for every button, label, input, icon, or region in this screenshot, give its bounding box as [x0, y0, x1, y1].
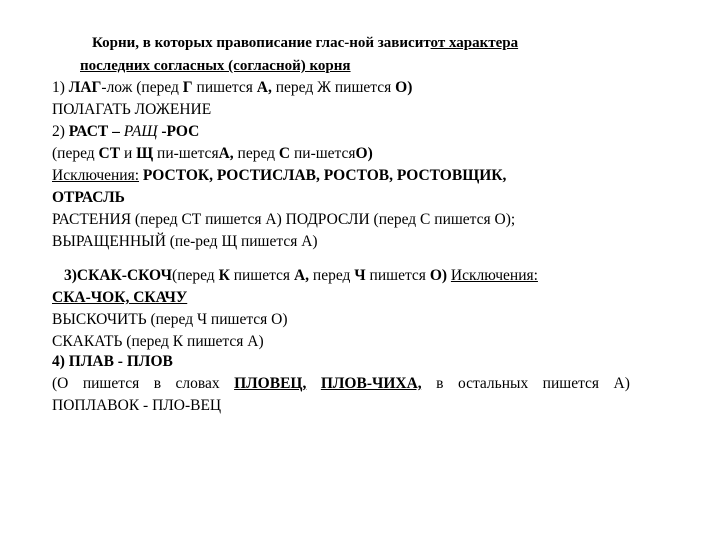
- rast-exceptions-words: РОСТОК, РОСТИСЛАВ, РОСТОВ, РОСТОВЩИК,: [139, 167, 507, 184]
- plav-word-8: остальных: [457, 375, 529, 392]
- rast-rule-line: [52, 144, 373, 164]
- title-part-2: от характера: [430, 35, 519, 51]
- plav-word-1: (О: [52, 375, 69, 392]
- skak-letter-o: О): [429, 267, 448, 284]
- rast-exceptions-line: [52, 166, 506, 186]
- rast-example-2: ВЫРАЩЕННЫЙ (пе-ред Щ пишется А): [52, 233, 318, 250]
- skak-exceptions-label: Исключения:: [450, 267, 538, 284]
- rast-letter-a: А,: [218, 145, 234, 162]
- skak-letter-a: А,: [293, 267, 310, 284]
- skak-text-3: перед: [309, 267, 355, 284]
- rast-text-2: и: [120, 145, 137, 162]
- lag-rule-line: [52, 78, 412, 98]
- rast-letter-o: О): [355, 145, 373, 162]
- rast-letter-shch: Щ: [136, 145, 154, 162]
- lag-text-2: пишется: [192, 79, 257, 96]
- skak-text-1: (перед: [172, 267, 219, 284]
- lag-text-1: -лож (перед: [101, 79, 183, 96]
- title-part-1: Корни, в которых правописание глас-ной зависит: [92, 35, 431, 51]
- lag-root: ЛАГ: [68, 79, 102, 96]
- title-line-1: [92, 33, 518, 53]
- plav-title: 4) ПЛАВ - ПЛОВ: [52, 353, 173, 370]
- skak-text-4: пишется: [365, 267, 430, 284]
- lag-text-3: перед Ж пишется: [271, 79, 396, 96]
- rast-number: 2): [52, 123, 69, 140]
- skak-letter-ch: Ч: [354, 267, 366, 284]
- rast-letter-s: С: [278, 145, 291, 162]
- lag-number: 1): [52, 79, 69, 96]
- skak-example-2: СКАКАТЬ (перед К пишется А): [52, 333, 264, 350]
- plav-examples: ПОПЛАВОК - ПЛО-ВЕЦ: [52, 397, 222, 414]
- rast-root-1: РАСТ –: [68, 123, 124, 140]
- skak-letter-k: К: [218, 267, 230, 284]
- rast-text-3: пи-шется: [153, 145, 219, 162]
- plav-word-plovets: ПЛОВЕЦ,: [234, 375, 307, 392]
- rast-root-rasch: РАЩ: [123, 123, 158, 140]
- lag-examples: ПОЛАГАТЬ ЛОЖЕНИЕ: [52, 101, 212, 118]
- rast-text-1: (перед: [52, 145, 99, 162]
- skak-text-2: пишется: [229, 267, 294, 284]
- rast-text-5: пи-шется: [290, 145, 356, 162]
- rast-root-ros: -РОС: [157, 123, 200, 140]
- skak-rule-line: [64, 266, 538, 286]
- rast-letters-st: СТ: [98, 145, 121, 162]
- plav-word-2: пишется: [82, 375, 140, 392]
- rast-exceptions-words-2: ОТРАСЛЬ: [52, 189, 125, 206]
- plav-word-10: А): [613, 375, 630, 392]
- plav-word-plovchikha: ПЛОВ-ЧИХА,: [320, 375, 422, 392]
- rast-exceptions-label: Исключения:: [52, 167, 140, 184]
- plav-word-9: пишется: [542, 375, 600, 392]
- plav-word-7: в: [436, 375, 444, 392]
- plav-word-3: в: [153, 375, 162, 392]
- rast-example-1: РАСТЕНИЯ (перед СТ пишется А) ПОДРОСЛИ (перед С пишется О);: [52, 211, 516, 228]
- rast-text-4: перед: [233, 145, 279, 162]
- lag-letter-o: О): [395, 79, 413, 96]
- lag-letter-g: Г: [182, 79, 193, 96]
- skak-example-1: ВЫСКОЧИТЬ (перед Ч пишется О): [52, 311, 288, 328]
- skak-exceptions-words: СКА-ЧОК, СКАЧУ: [52, 289, 188, 306]
- plav-word-4: словах: [175, 375, 220, 392]
- lag-letter-a: А,: [256, 79, 272, 96]
- title-line-2: последних согласных (согласной) корня: [80, 58, 351, 74]
- plav-rule-line: [52, 374, 630, 394]
- rast-roots-line: [52, 122, 199, 142]
- skak-roots: 3)СКАК-СКОЧ: [64, 267, 173, 284]
